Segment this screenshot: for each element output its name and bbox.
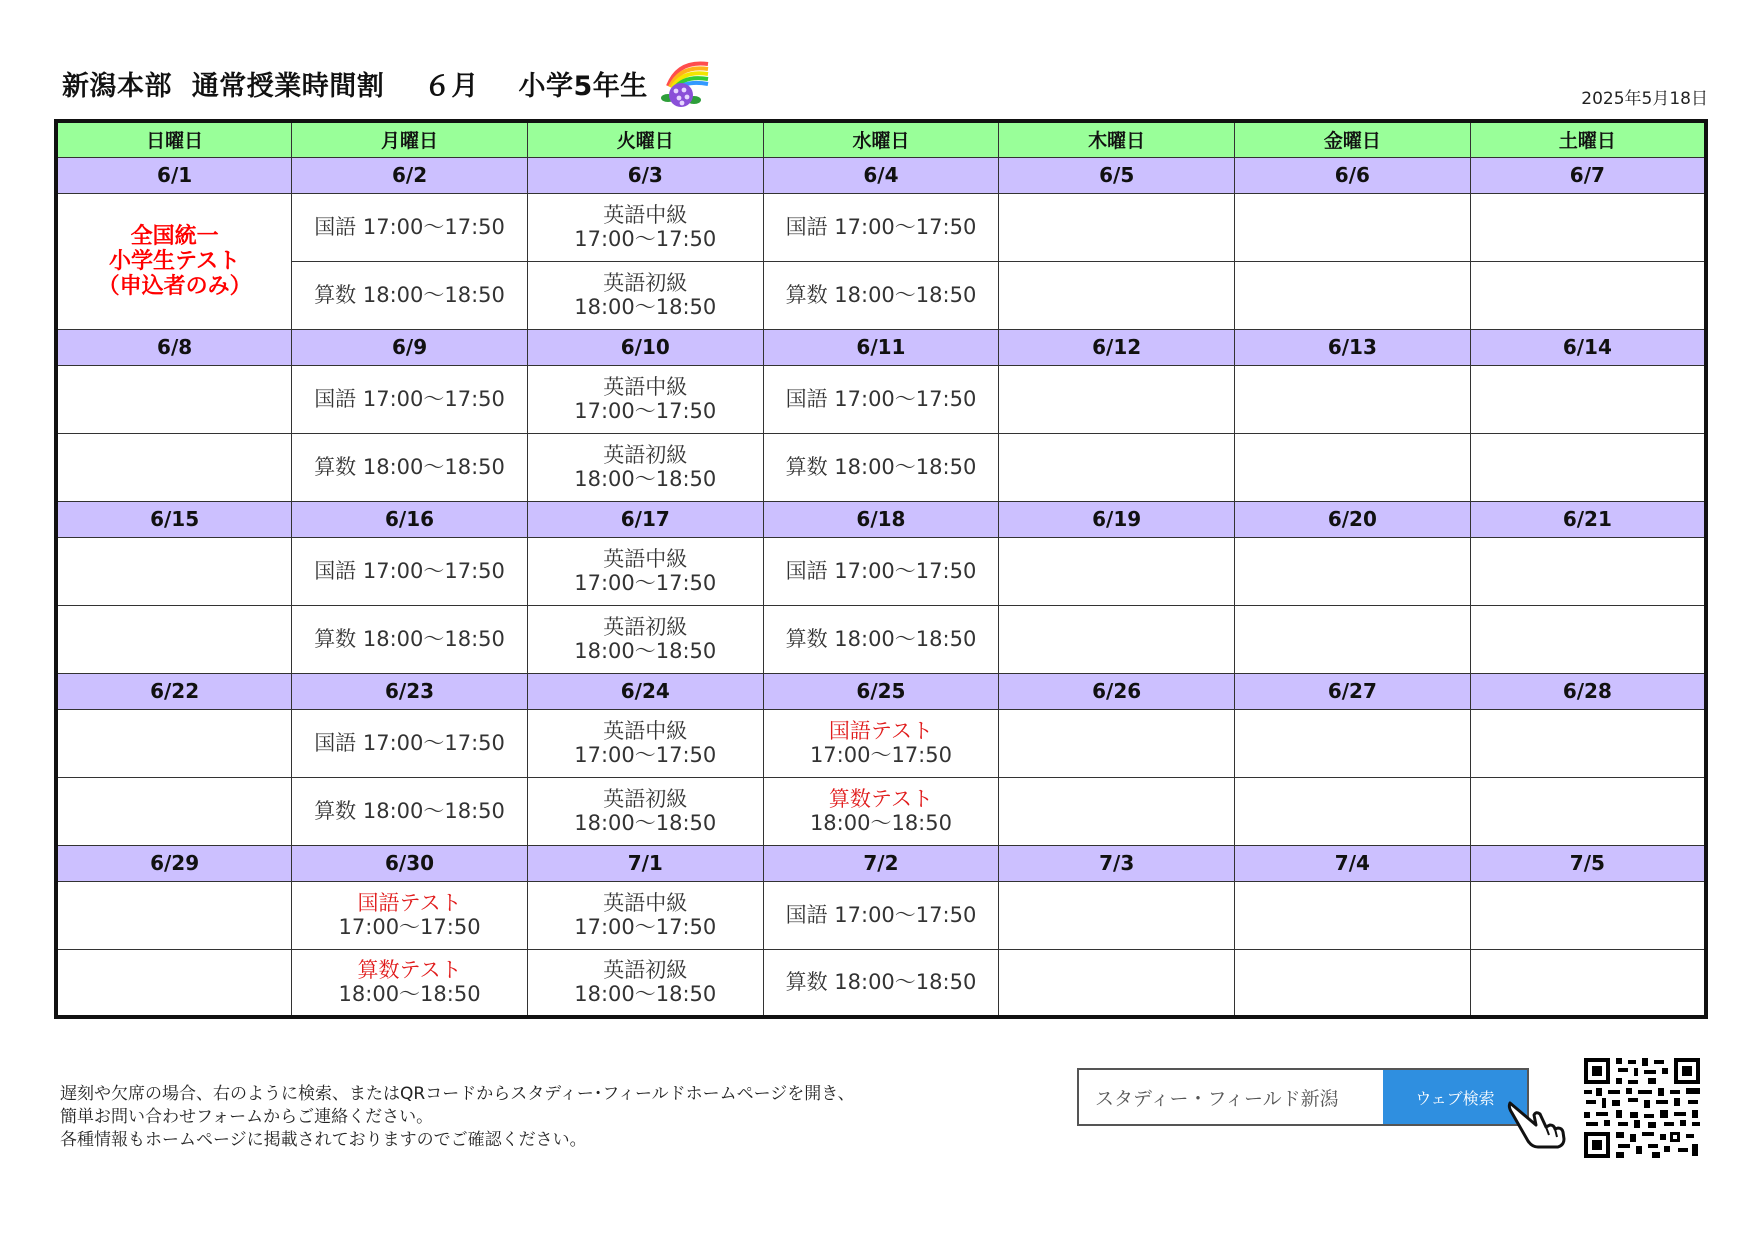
date-cell: 6/5 bbox=[999, 157, 1235, 193]
date-cell: 6/23 bbox=[292, 673, 528, 709]
empty-cell bbox=[56, 949, 292, 1017]
empty-cell bbox=[1235, 365, 1471, 433]
empty-cell bbox=[999, 777, 1235, 845]
date-cell: 6/22 bbox=[56, 673, 292, 709]
weekday-header-row bbox=[56, 121, 1706, 157]
weekday-sun: 日曜日 bbox=[56, 121, 292, 157]
lesson-row bbox=[56, 193, 1706, 261]
lesson-cell: 算数 18:00～18:50 bbox=[292, 433, 528, 501]
empty-cell bbox=[1235, 433, 1471, 501]
lesson-cell: 国語 17:00～17:50 bbox=[763, 537, 999, 605]
date-cell: 6/6 bbox=[1235, 157, 1471, 193]
lesson-time: 17:00～17:50 bbox=[574, 571, 717, 595]
date-cell: 6/11 bbox=[763, 329, 999, 365]
date-cell: 6/30 bbox=[292, 845, 528, 881]
empty-cell bbox=[1470, 433, 1706, 501]
lesson-time: 18:00～18:50 bbox=[574, 811, 717, 835]
lesson-subject: 英語初級 bbox=[603, 443, 688, 467]
date-row bbox=[56, 673, 1706, 709]
notice-line: 各種情報もホームページに掲載されておりますのでご確認ください。 bbox=[60, 1130, 587, 1150]
empty-cell bbox=[1235, 605, 1471, 673]
date-cell: 6/13 bbox=[1235, 329, 1471, 365]
lesson-cell bbox=[527, 537, 763, 605]
date-row bbox=[56, 845, 1706, 881]
event-line: 小学生テスト bbox=[109, 248, 241, 274]
hydrangea-icon bbox=[658, 56, 714, 110]
search-input: スタディー・フィールド新潟 bbox=[1095, 1087, 1339, 1110]
test-cell bbox=[763, 709, 999, 777]
lesson-cell bbox=[527, 605, 763, 673]
lesson-row bbox=[56, 433, 1706, 501]
date-cell: 6/10 bbox=[527, 329, 763, 365]
lesson-time: 17:00～17:50 bbox=[574, 227, 717, 251]
empty-cell bbox=[1470, 777, 1706, 845]
date-cell: 6/3 bbox=[527, 157, 763, 193]
test-cell bbox=[292, 949, 528, 1017]
issued-date: 2025年5月18日 bbox=[1581, 89, 1708, 109]
weekday-thu: 木曜日 bbox=[999, 121, 1235, 157]
lesson-cell: 国語 17:00～17:50 bbox=[292, 365, 528, 433]
test-cell bbox=[292, 881, 528, 949]
empty-cell bbox=[56, 881, 292, 949]
empty-cell bbox=[999, 537, 1235, 605]
weekday-fri: 金曜日 bbox=[1235, 121, 1471, 157]
weekday-sat: 土曜日 bbox=[1470, 121, 1706, 157]
lesson-cell bbox=[527, 949, 763, 1017]
date-cell: 6/16 bbox=[292, 501, 528, 537]
test-cell bbox=[763, 777, 999, 845]
date-cell: 6/2 bbox=[292, 157, 528, 193]
lesson-time: 18:00～18:50 bbox=[338, 982, 481, 1007]
date-cell: 6/27 bbox=[1235, 673, 1471, 709]
empty-cell bbox=[999, 709, 1235, 777]
lesson-row bbox=[56, 261, 1706, 329]
lesson-subject: 英語中級 bbox=[603, 203, 688, 227]
date-cell: 6/7 bbox=[1470, 157, 1706, 193]
lesson-cell bbox=[527, 709, 763, 777]
empty-cell bbox=[1470, 193, 1706, 261]
lesson-subject: 英語中級 bbox=[603, 891, 688, 915]
date-cell: 6/4 bbox=[763, 157, 999, 193]
empty-cell bbox=[999, 365, 1235, 433]
weekday-wed: 水曜日 bbox=[763, 121, 999, 157]
lesson-time: 17:00～17:50 bbox=[574, 915, 717, 939]
lesson-cell bbox=[527, 881, 763, 949]
date-cell: 6/18 bbox=[763, 501, 999, 537]
lesson-time: 18:00～18:50 bbox=[574, 982, 717, 1007]
empty-cell bbox=[999, 881, 1235, 949]
lesson-time: 18:00～18:50 bbox=[574, 295, 717, 319]
empty-cell bbox=[1235, 193, 1471, 261]
lesson-time: 18:00～18:50 bbox=[809, 811, 952, 835]
lesson-time: 18:00～18:50 bbox=[574, 467, 717, 491]
lesson-cell bbox=[527, 433, 763, 501]
empty-cell bbox=[999, 261, 1235, 329]
contact-notice bbox=[60, 1083, 855, 1152]
lesson-subject: 英語初級 bbox=[603, 271, 688, 295]
empty-cell bbox=[1470, 261, 1706, 329]
empty-cell bbox=[1470, 605, 1706, 673]
timetable bbox=[54, 119, 1708, 1019]
empty-cell bbox=[1470, 881, 1706, 949]
empty-cell bbox=[1470, 365, 1706, 433]
empty-cell bbox=[999, 949, 1235, 1017]
lesson-time: 18:00～18:50 bbox=[574, 639, 717, 663]
empty-cell bbox=[56, 777, 292, 845]
event-line: 全国統一 bbox=[130, 223, 219, 249]
qr-code-icon bbox=[1582, 1056, 1702, 1160]
lesson-cell: 国語 17:00～17:50 bbox=[763, 193, 999, 261]
lesson-time: 17:00～17:50 bbox=[809, 743, 952, 767]
date-cell: 6/21 bbox=[1470, 501, 1706, 537]
date-cell: 6/1 bbox=[56, 157, 292, 193]
lesson-subject: 英語初級 bbox=[603, 615, 688, 639]
search-box bbox=[1077, 1068, 1529, 1126]
title-row bbox=[62, 58, 714, 108]
test-name: 算数テスト bbox=[828, 787, 934, 811]
test-name: 国語テスト bbox=[828, 719, 934, 743]
date-cell: 7/3 bbox=[999, 845, 1235, 881]
date-row bbox=[56, 329, 1706, 365]
empty-cell bbox=[56, 709, 292, 777]
date-cell: 7/2 bbox=[763, 845, 999, 881]
lesson-cell bbox=[527, 777, 763, 845]
date-cell: 6/14 bbox=[1470, 329, 1706, 365]
lesson-subject: 英語初級 bbox=[603, 787, 688, 811]
lesson-cell: 算数 18:00～18:50 bbox=[763, 605, 999, 673]
lesson-row bbox=[56, 949, 1706, 1017]
date-cell: 7/5 bbox=[1470, 845, 1706, 881]
date-cell: 6/15 bbox=[56, 501, 292, 537]
lesson-time: 17:00～17:50 bbox=[338, 915, 481, 939]
date-cell: 6/25 bbox=[763, 673, 999, 709]
date-cell: 6/9 bbox=[292, 329, 528, 365]
notice-line: 遅刻や欠席の場合、右のように検索、またはQRコードからスタディー･フィールドホームページを開き、 bbox=[60, 1084, 855, 1104]
empty-cell bbox=[999, 433, 1235, 501]
lesson-row bbox=[56, 605, 1706, 673]
date-row bbox=[56, 501, 1706, 537]
empty-cell bbox=[1470, 949, 1706, 1017]
empty-cell bbox=[56, 433, 292, 501]
lesson-row bbox=[56, 881, 1706, 949]
lesson-row bbox=[56, 777, 1706, 845]
date-cell: 6/26 bbox=[999, 673, 1235, 709]
lesson-subject: 英語中級 bbox=[603, 719, 688, 743]
lesson-row bbox=[56, 365, 1706, 433]
lesson-subject: 英語初級 bbox=[603, 958, 688, 983]
empty-cell bbox=[1235, 881, 1471, 949]
date-cell: 7/1 bbox=[527, 845, 763, 881]
lesson-subject: 英語中級 bbox=[603, 375, 688, 399]
weekday-mon: 月曜日 bbox=[292, 121, 528, 157]
lesson-cell: 国語 17:00～17:50 bbox=[763, 881, 999, 949]
lesson-cell: 算数 18:00～18:50 bbox=[763, 433, 999, 501]
lesson-row bbox=[56, 537, 1706, 605]
lesson-time: 17:00～17:50 bbox=[574, 399, 717, 423]
date-cell: 7/4 bbox=[1235, 845, 1471, 881]
empty-cell bbox=[1235, 777, 1471, 845]
lesson-cell bbox=[527, 193, 763, 261]
web-search-button: ウェブ検索 bbox=[1383, 1070, 1527, 1124]
lesson-cell bbox=[527, 261, 763, 329]
empty-cell bbox=[1235, 709, 1471, 777]
lesson-cell: 国語 17:00～17:50 bbox=[292, 193, 528, 261]
date-cell: 6/28 bbox=[1470, 673, 1706, 709]
date-cell: 6/19 bbox=[999, 501, 1235, 537]
notice-line: 簡単お問い合わせフォームからご連絡ください。 bbox=[60, 1107, 434, 1127]
lesson-cell: 算数 18:00～18:50 bbox=[763, 949, 999, 1017]
date-row bbox=[56, 157, 1706, 193]
lesson-cell: 算数 18:00～18:50 bbox=[292, 777, 528, 845]
date-cell: 6/8 bbox=[56, 329, 292, 365]
lesson-cell bbox=[527, 365, 763, 433]
page-title: 新潟本部 通常授業時間割 ６月 小学5年生 bbox=[62, 70, 648, 102]
pointing-hand-icon bbox=[1506, 1097, 1568, 1149]
empty-cell bbox=[1235, 261, 1471, 329]
national-test-event bbox=[56, 193, 292, 329]
empty-cell bbox=[1235, 949, 1471, 1017]
lesson-cell: 国語 17:00～17:50 bbox=[763, 365, 999, 433]
date-cell: 6/17 bbox=[527, 501, 763, 537]
test-name: 国語テスト bbox=[357, 891, 462, 915]
empty-cell bbox=[56, 537, 292, 605]
date-cell: 6/29 bbox=[56, 845, 292, 881]
lesson-subject: 英語中級 bbox=[603, 547, 688, 571]
lesson-cell: 算数 18:00～18:50 bbox=[292, 261, 528, 329]
lesson-row bbox=[56, 709, 1706, 777]
empty-cell bbox=[1470, 709, 1706, 777]
weekday-tue: 火曜日 bbox=[527, 121, 763, 157]
empty-cell bbox=[1470, 537, 1706, 605]
test-name: 算数テスト bbox=[357, 958, 462, 983]
event-line: （申込者のみ） bbox=[97, 273, 252, 299]
date-cell: 6/24 bbox=[527, 673, 763, 709]
lesson-cell: 算数 18:00～18:50 bbox=[763, 261, 999, 329]
empty-cell bbox=[999, 605, 1235, 673]
lesson-cell: 算数 18:00～18:50 bbox=[292, 605, 528, 673]
empty-cell bbox=[56, 605, 292, 673]
lesson-time: 17:00～17:50 bbox=[574, 743, 717, 767]
empty-cell bbox=[999, 193, 1235, 261]
lesson-cell: 国語 17:00～17:50 bbox=[292, 709, 528, 777]
date-cell: 6/12 bbox=[999, 329, 1235, 365]
date-cell: 6/20 bbox=[1235, 501, 1471, 537]
lesson-cell: 国語 17:00～17:50 bbox=[292, 537, 528, 605]
empty-cell bbox=[56, 365, 292, 433]
empty-cell bbox=[1235, 537, 1471, 605]
